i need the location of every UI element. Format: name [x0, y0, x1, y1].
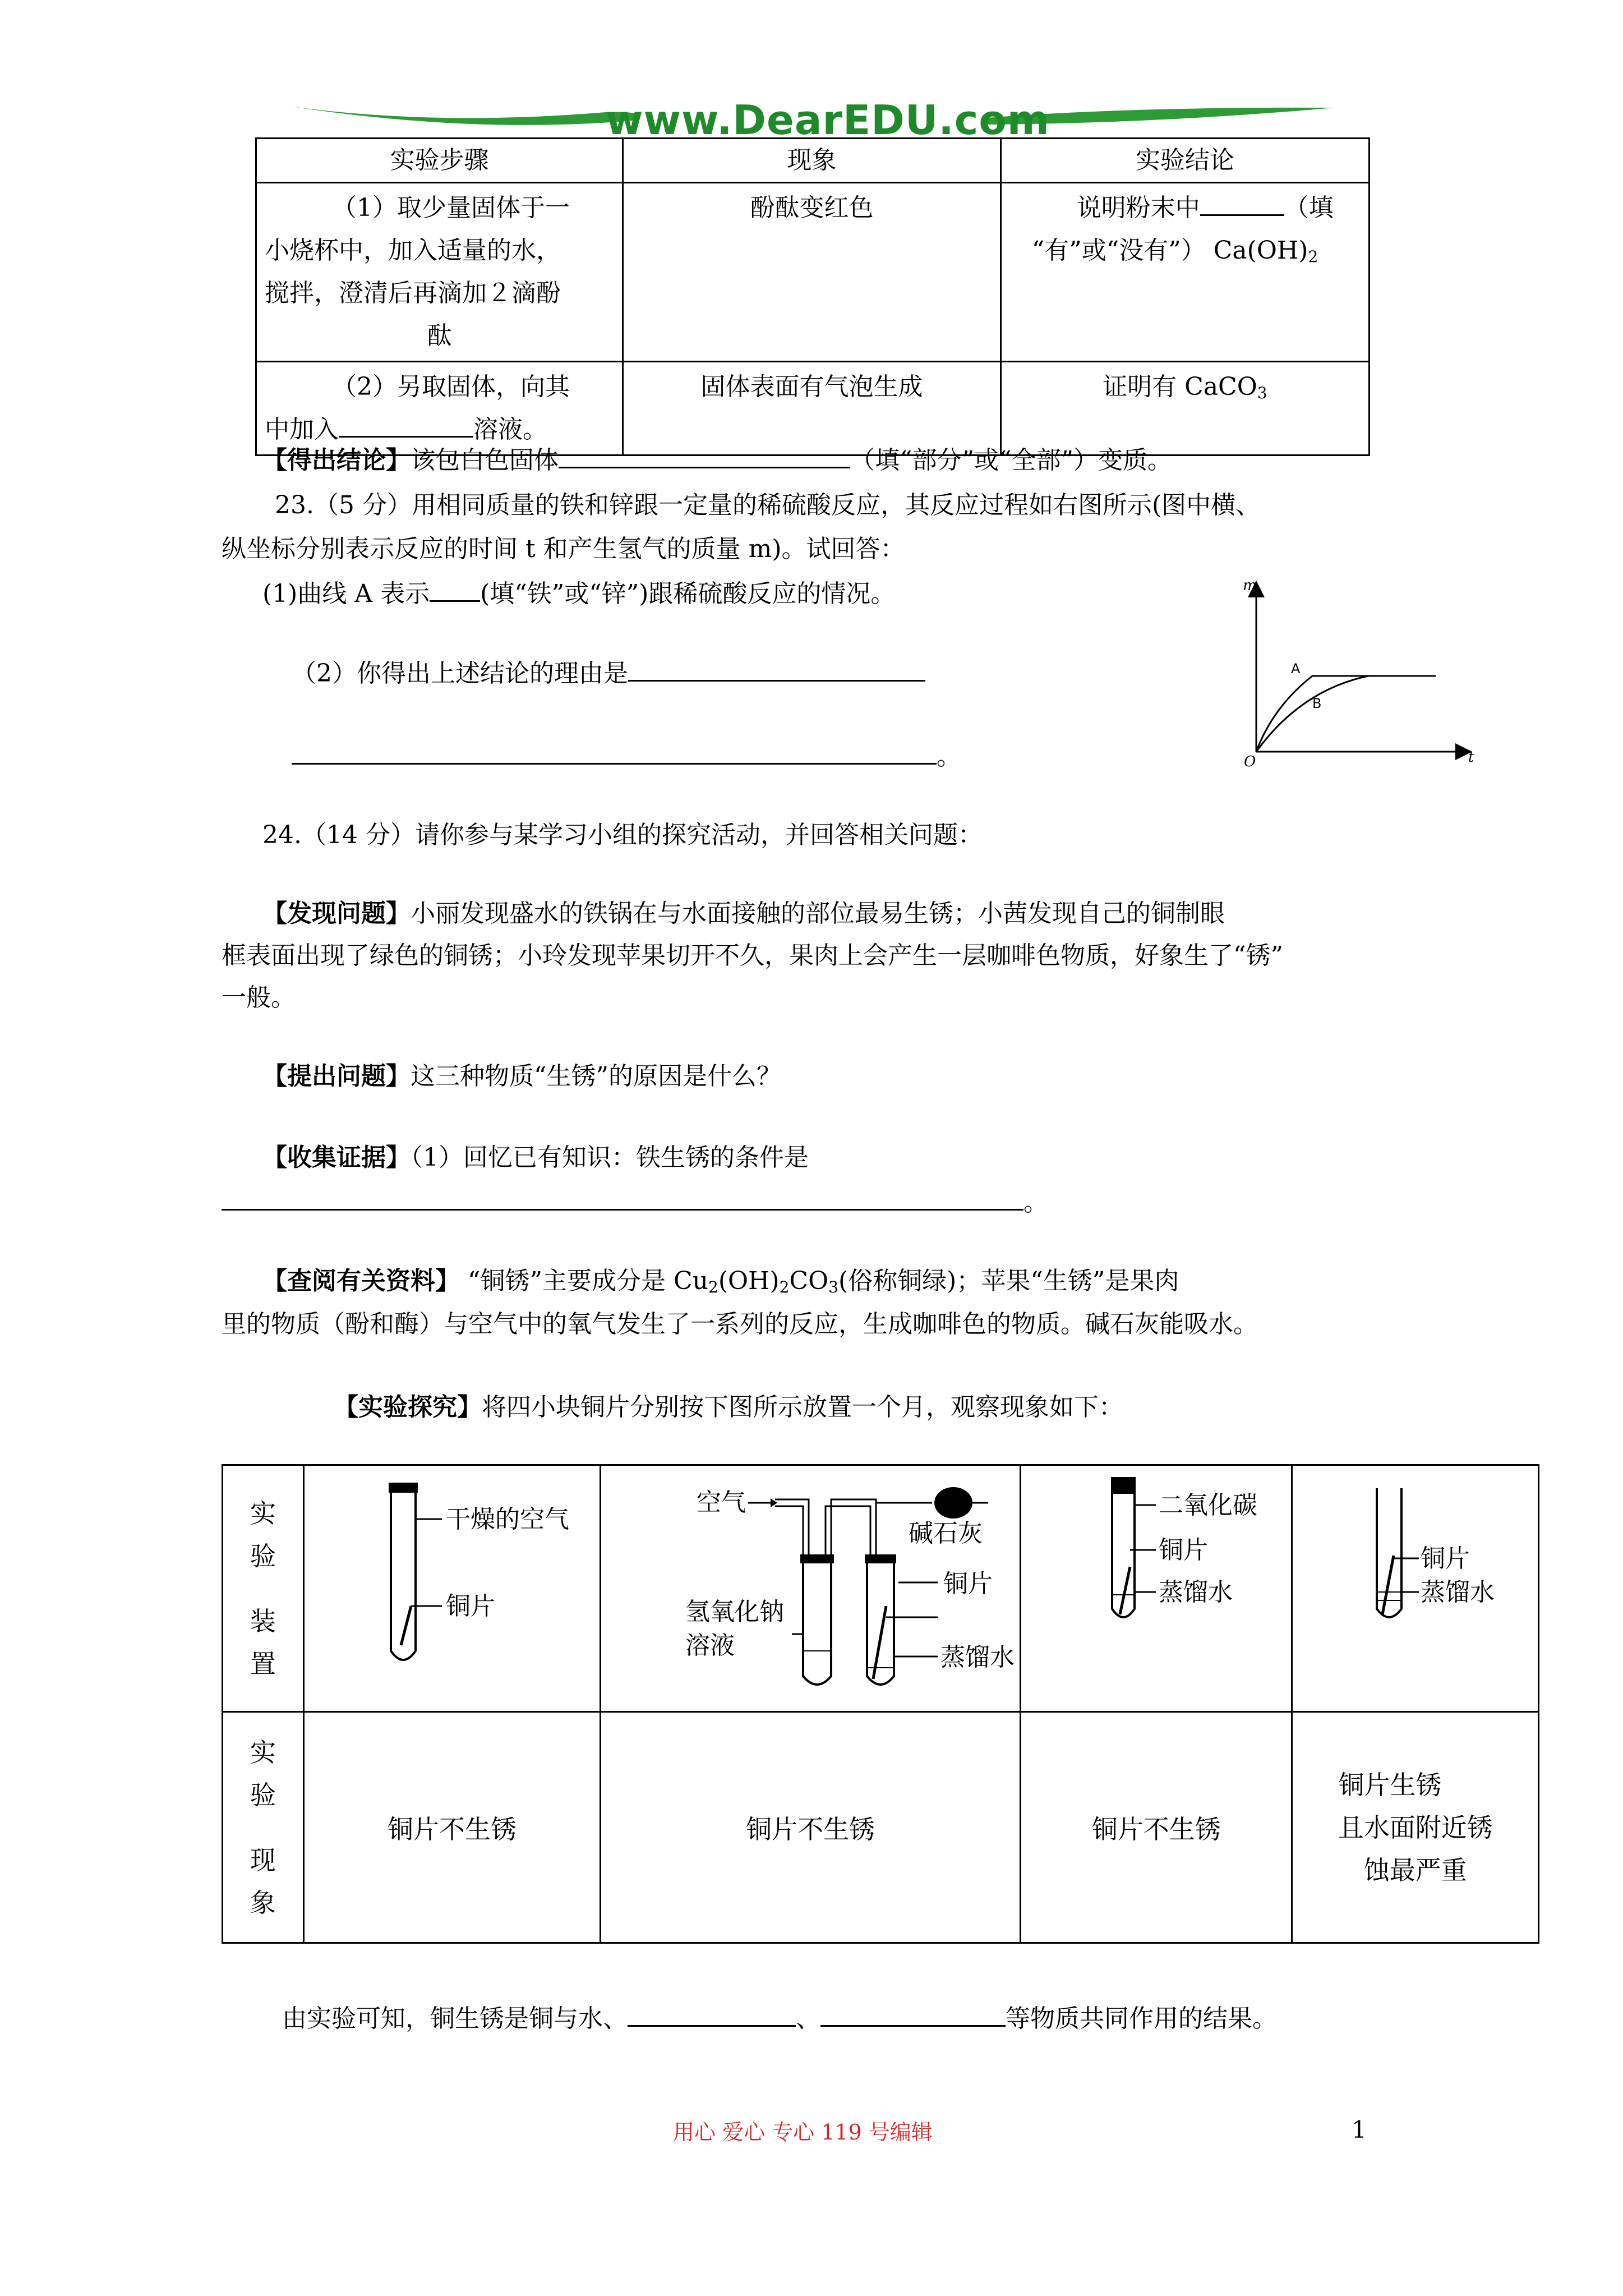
evidence-line [262, 1136, 809, 1180]
experiment-steps-table [255, 137, 1370, 456]
evidence-answer-line [222, 1181, 1048, 1225]
result-cell [1292, 1712, 1539, 1943]
paragraph-text: 。 [1023, 1188, 1048, 1217]
section-label: 【提出问题】 [262, 1062, 411, 1091]
question-text: (填“铁”或“锌”)跟稀硫酸反应的情况。 [480, 579, 896, 608]
paragraph-text: 这三种物质“生锈”的原因是什么？ [411, 1062, 781, 1091]
soda-lime-label: 碱石灰 [909, 1519, 983, 1548]
subscript: 3 [1257, 384, 1267, 402]
row-label-char: 实 [250, 1737, 276, 1768]
question-line [262, 1055, 781, 1098]
paragraph-text: CO [789, 1267, 829, 1295]
answer-blank[interactable] [430, 576, 480, 602]
q23-sub1 [262, 572, 895, 616]
answer-blank[interactable] [1200, 190, 1284, 216]
copper-label: 铜片 [943, 1570, 993, 1598]
conclusion-text: 说明粉末中 [1076, 194, 1200, 222]
paragraph-text: 小丽发现盛水的铁锅在与水面接触的部位最易生锈；小茜发现自己的铜制眼 [411, 899, 1225, 928]
step-line: （2）另取固体，向其 [332, 372, 570, 401]
table-row-devices [223, 1465, 1539, 1712]
naoh-label: 氢氧化钠 [685, 1598, 785, 1626]
step-line: 小烧杯中，加入适量的水， [265, 236, 561, 265]
test-tube-co2-diagram [1021, 1466, 1293, 1713]
q23-sub2-cont [292, 735, 961, 779]
distilled-water-label: 蒸馏水 [1159, 1578, 1233, 1607]
row-label-result [223, 1712, 304, 1943]
subscript: 2 [708, 1278, 718, 1296]
naoh-soda-lime-apparatus-diagram [601, 1466, 1022, 1713]
discover-line2: 框表面出现了绿色的铜锈；小玲发现苹果切开不久，果肉上会产生一层咖啡色物质，好象生了“锈” [222, 941, 1283, 970]
x-axis-label: t [1468, 749, 1474, 766]
paragraph-text: 、 [796, 2004, 820, 2033]
subscript: 2 [779, 1278, 790, 1296]
air-label: 空气 [697, 1488, 746, 1517]
step-line: （1）取少量固体于一 [332, 194, 570, 222]
device-3-cell [1021, 1465, 1292, 1712]
explore-line [334, 1386, 1123, 1429]
result-cell: 铜片不生锈 [601, 1712, 1021, 1943]
conclusion-text: （填 [1284, 194, 1334, 222]
conclusion-text: （填“部分”或“全部”）变质。 [850, 446, 1172, 475]
origin-label: O [1244, 753, 1256, 770]
answer-blank[interactable] [339, 411, 473, 438]
phenomenon-text: 固体表面有气泡生成 [700, 372, 923, 401]
col-header-conclusion: 实验结论 [1000, 139, 1369, 183]
device-2-cell [601, 1465, 1021, 1712]
reaction-graph [1239, 578, 1486, 780]
row-label-char: 验 [250, 1779, 276, 1810]
table-row [256, 183, 1370, 362]
copper-label: 铜片 [1159, 1536, 1209, 1565]
row-label-char: 现 [250, 1844, 276, 1875]
section-label: 【查阅有关资料】 [262, 1267, 460, 1295]
conclusion-line [262, 439, 1172, 482]
question-text: (1)曲线 A 表示 [262, 579, 430, 608]
step-cell [256, 183, 623, 362]
site-logo-text: www.DearEDU.com [606, 96, 1050, 144]
paragraph-text: 等物质共同作用的结果。 [1006, 2004, 1277, 2033]
q24-intro: 24.（14 分）请你参与某学习小组的探究活动，并回答相关问题： [262, 821, 983, 849]
answer-blank[interactable] [628, 655, 925, 682]
test-tube-open-diagram [1293, 1466, 1539, 1713]
distilled-water-label: 蒸馏水 [940, 1643, 1015, 1672]
q23-line1: 23.（5 分）用相同质量的铁和锌跟一定量的稀硫酸反应，其反应过程如右图所示(图中横、 [275, 491, 1261, 519]
table-row-results [223, 1712, 1539, 1943]
curve-a-label: A [1291, 661, 1301, 677]
phenomenon-cell [623, 183, 1001, 362]
dry-air-label: 干燥的空气 [445, 1505, 569, 1534]
answer-blank[interactable] [820, 2000, 1006, 2027]
conclusion-text: 该包白色固体 [411, 446, 559, 475]
paragraph-text: 由实验可知，铜生锈是铜与水、 [282, 2004, 628, 2033]
y-axis-label: m [1243, 578, 1257, 594]
paragraph-text: (OH) [718, 1267, 780, 1295]
col-header-phenomenon: 现象 [623, 139, 1001, 183]
paragraph-text: 将四小块铜片分别按下图所示放置一个月，观察现象如下： [482, 1393, 1123, 1421]
discover-line3: 一般。 [222, 983, 296, 1012]
subscript: 3 [828, 1278, 838, 1296]
answer-blank[interactable] [628, 2000, 796, 2027]
device-4-cell [1292, 1465, 1539, 1712]
conclusion-cell [1000, 183, 1369, 362]
device-1-cell [303, 1465, 600, 1712]
test-tube-dry-air-diagram [305, 1466, 602, 1713]
row-label-char: 验 [250, 1540, 276, 1571]
row-label-char: 置 [250, 1648, 276, 1679]
q23-line2: 纵坐标分别表示反应的时间 t 和产生氢气的质量 m)。试回答： [222, 535, 905, 563]
section-label: 【得出结论】 [262, 446, 411, 475]
row-label-char: 象 [250, 1887, 276, 1918]
step-line: 搅拌，澄清后再滴加２滴酚 [265, 279, 561, 307]
question-text: 。 [937, 742, 961, 771]
curve-b [1256, 676, 1368, 752]
paragraph-text: （1）回忆已有知识：铁生锈的条件是 [411, 1143, 809, 1172]
experiment-table [222, 1464, 1539, 1944]
row-label-char: 装 [250, 1605, 276, 1636]
curve-a [1256, 676, 1436, 752]
discover-line1 [262, 892, 1225, 936]
copper-label: 铜片 [1421, 1544, 1470, 1573]
curve-b-label: B [1312, 696, 1322, 711]
result-line: 且水面附近锈 [1338, 1812, 1493, 1843]
q23-sub2 [292, 652, 925, 696]
section-label: 【收集证据】 [262, 1143, 411, 1172]
page-number: 1 [1352, 2116, 1367, 2143]
distilled-water-label: 蒸馏水 [1421, 1578, 1495, 1607]
step-line: 酞 [427, 321, 452, 350]
naoh-solution-label: 溶液 [685, 1631, 735, 1660]
result-line: 蚀最严重 [1363, 1855, 1467, 1885]
question-text: （2）你得出上述结论的理由是 [292, 659, 628, 688]
answer-blank[interactable] [292, 738, 937, 765]
step-text: 溶液。 [473, 415, 547, 444]
conclusion-text: 证明有 CaCO [1103, 372, 1257, 401]
answer-blank[interactable] [222, 1184, 1023, 1211]
footer-text: 用心 爱心 专心 119 号编辑 [673, 2120, 933, 2145]
step-text: 中加入 [265, 415, 339, 444]
row-label-char: 实 [250, 1498, 276, 1529]
section-label: 【发现问题】 [262, 899, 411, 928]
result-cell: 铜片不生锈 [303, 1712, 600, 1943]
copper-label: 铜片 [445, 1592, 495, 1621]
lookup-line1 [262, 1259, 1179, 1309]
subscript: 2 [1308, 247, 1318, 266]
phenomenon-text: 酚酞变红色 [750, 194, 874, 222]
paragraph-text: (俗称铜绿)；苹果“生锈”是果肉 [838, 1267, 1179, 1295]
lookup-line2: 里的物质（酚和酶）与空气中的氧气发生了一系列的反应，生成咖啡色的物质。碱石灰能吸水。 [222, 1310, 1258, 1338]
col-header-steps: 实验步骤 [256, 139, 623, 183]
co2-label: 二氧化碳 [1159, 1491, 1258, 1520]
table-header-row [256, 139, 1370, 183]
paragraph-text: “铜锈”主要成分是 Cu [468, 1267, 708, 1295]
result-line: 铜片生锈 [1338, 1769, 1442, 1800]
row-label-device [223, 1465, 304, 1712]
section-label: 【实验探究】 [334, 1393, 482, 1421]
final-conclusion-line [282, 1997, 1277, 2041]
conclusion-text: “有”或“没有”） Ca(OH) [1031, 236, 1308, 265]
answer-blank[interactable] [559, 442, 850, 468]
result-cell: 铜片不生锈 [1021, 1712, 1292, 1943]
